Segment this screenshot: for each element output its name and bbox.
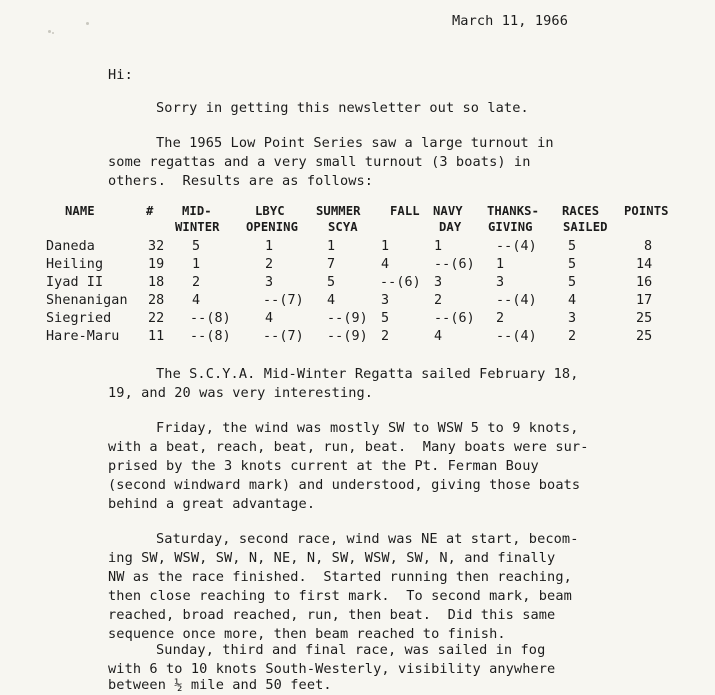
table-cell-fall: --(6) [380, 275, 421, 290]
paragraph-line: Friday, the wind was mostly SW to WSW 5 to 9 knots, [156, 420, 579, 436]
table-cell-midwinter: 2 [192, 275, 201, 290]
table-cell-number: 18 [148, 275, 165, 290]
paragraph-line: Sunday, third and final race, was sailed in fog [156, 642, 546, 658]
table-cell-scya: --(9) [327, 311, 368, 326]
header-summer: SCYA [328, 220, 358, 234]
header-points: POINTS [624, 204, 669, 218]
paper-speck [86, 22, 89, 25]
paragraph-line: behind a great advantage. [108, 496, 316, 512]
table-cell-scya: 4 [327, 293, 336, 308]
table-cell-navy: --(6) [434, 257, 475, 272]
table-cell-lbyc: --(7) [263, 329, 304, 344]
table-cell-races: 5 [568, 239, 577, 254]
letter-date: March 11, 1966 [452, 13, 568, 29]
table-cell-number: 22 [148, 311, 165, 326]
table-cell-fall: 5 [381, 311, 390, 326]
header-name: NAME [65, 204, 95, 218]
table-cell-name: Hare-Maru [46, 329, 120, 344]
table-cell-fall: 4 [381, 257, 390, 272]
table-cell-scya: 7 [327, 257, 336, 272]
table-cell-midwinter: 1 [192, 257, 201, 272]
table-cell-navy: --(6) [434, 311, 475, 326]
table-cell-navy: 3 [434, 275, 443, 290]
paper-speck [52, 32, 54, 34]
table-cell-thanksgiving: 1 [496, 257, 505, 272]
paragraph-line: prised by the 3 knots current at the Pt. Ferman Bouy [108, 458, 539, 474]
table-cell-thanksgiving: --(4) [496, 293, 537, 308]
paragraph-line: NW as the race finished. Started running then reaching, [108, 569, 572, 585]
paper-speck [48, 30, 51, 33]
table-cell-name: Heiling [46, 257, 104, 272]
table-cell-lbyc: 1 [265, 239, 274, 254]
header-races: SAILED [563, 220, 608, 234]
header-navy: DAY [439, 220, 462, 234]
table-cell-points: 25 [636, 311, 653, 326]
header-thanksgiving: THANKS- [487, 204, 540, 218]
table-cell-lbyc: 4 [265, 311, 274, 326]
table-cell-lbyc: 2 [265, 257, 274, 272]
table-cell-midwinter: 4 [192, 293, 201, 308]
paragraph-line: sequence once more, then beam reached to finish. [108, 626, 506, 642]
header-lbyc: OPENING [246, 220, 299, 234]
series-line: others. Results are as follows: [108, 173, 374, 189]
paragraph-line: with 6 to 10 knots South-Westerly, visibility anywhere [108, 661, 556, 677]
table-cell-thanksgiving: --(4) [496, 329, 537, 344]
table-cell-races: 2 [568, 329, 577, 344]
paragraph-line: with a beat, reach, beat, run, beat. Many boats were sur- [108, 439, 589, 455]
table-cell-fall: 3 [381, 293, 390, 308]
table-cell-points: 14 [636, 257, 653, 272]
paragraph-line: ing SW, WSW, SW, N, NE, N, SW, WSW, SW, N, and finally [108, 550, 556, 566]
table-cell-races: 4 [568, 293, 577, 308]
table-cell-lbyc: 3 [265, 275, 274, 290]
table-cell-races: 5 [568, 275, 577, 290]
paragraph-line: then close reaching to first mark. To second mark, beam [108, 588, 572, 604]
header-summer: SUMMER [316, 204, 361, 218]
header-midwinter: MID- [182, 204, 212, 218]
header-number: # [146, 204, 154, 218]
table-cell-points: 17 [636, 293, 653, 308]
table-cell-midwinter: 5 [192, 239, 201, 254]
intro-line: Sorry in getting this newsletter out so late. [156, 100, 529, 116]
table-cell-navy: 4 [434, 329, 443, 344]
table-cell-points: 25 [636, 329, 653, 344]
table-cell-name: Iyad II [46, 275, 104, 290]
letter-greeting: Hi: [108, 67, 133, 83]
paragraph-line: Saturday, second race, wind was NE at start, becom- [156, 531, 579, 547]
series-line: The 1965 Low Point Series saw a large turnout in [156, 135, 554, 151]
table-cell-races: 5 [568, 257, 577, 272]
table-cell-navy: 2 [434, 293, 443, 308]
table-cell-scya: 1 [327, 239, 336, 254]
table-cell-midwinter: --(8) [190, 329, 231, 344]
paragraph-line: 19, and 20 was very interesting. [108, 385, 374, 401]
table-cell-scya: 5 [327, 275, 336, 290]
table-cell-lbyc: --(7) [263, 293, 304, 308]
table-cell-midwinter: --(8) [190, 311, 231, 326]
table-cell-name: Daneda [46, 239, 95, 254]
header-races: RACES [562, 204, 600, 218]
table-cell-thanksgiving: 3 [496, 275, 505, 290]
paragraph-line: The S.C.Y.A. Mid-Winter Regatta sailed February 18, [156, 366, 579, 382]
series-line: some regattas and a very small turnout (3 boats) in [108, 154, 531, 170]
paragraph-line: between ½ mile and 50 feet. [108, 677, 332, 693]
table-cell-name: Siegried [46, 311, 112, 326]
table-cell-navy: 1 [434, 239, 443, 254]
table-cell-number: 11 [148, 329, 165, 344]
header-lbyc: LBYC [255, 204, 285, 218]
header-navy: NAVY [433, 204, 463, 218]
paragraph-line: reached, broad reached, run, then beat. Did this same [108, 607, 556, 623]
table-cell-points: 8 [644, 239, 653, 254]
header-fall: FALL [390, 204, 420, 218]
header-thanksgiving: GIVING [488, 220, 533, 234]
table-cell-number: 28 [148, 293, 165, 308]
table-cell-points: 16 [636, 275, 653, 290]
paragraph-line: (second windward mark) and understood, giving those boats [108, 477, 581, 493]
table-cell-fall: 2 [381, 329, 390, 344]
table-cell-number: 19 [148, 257, 165, 272]
table-cell-thanksgiving: --(4) [496, 239, 537, 254]
table-cell-scya: --(9) [327, 329, 368, 344]
table-cell-number: 32 [148, 239, 165, 254]
table-cell-name: Shenanigan [46, 293, 128, 308]
table-cell-thanksgiving: 2 [496, 311, 505, 326]
header-midwinter: WINTER [175, 220, 220, 234]
table-cell-fall: 1 [381, 239, 390, 254]
table-cell-races: 3 [568, 311, 577, 326]
